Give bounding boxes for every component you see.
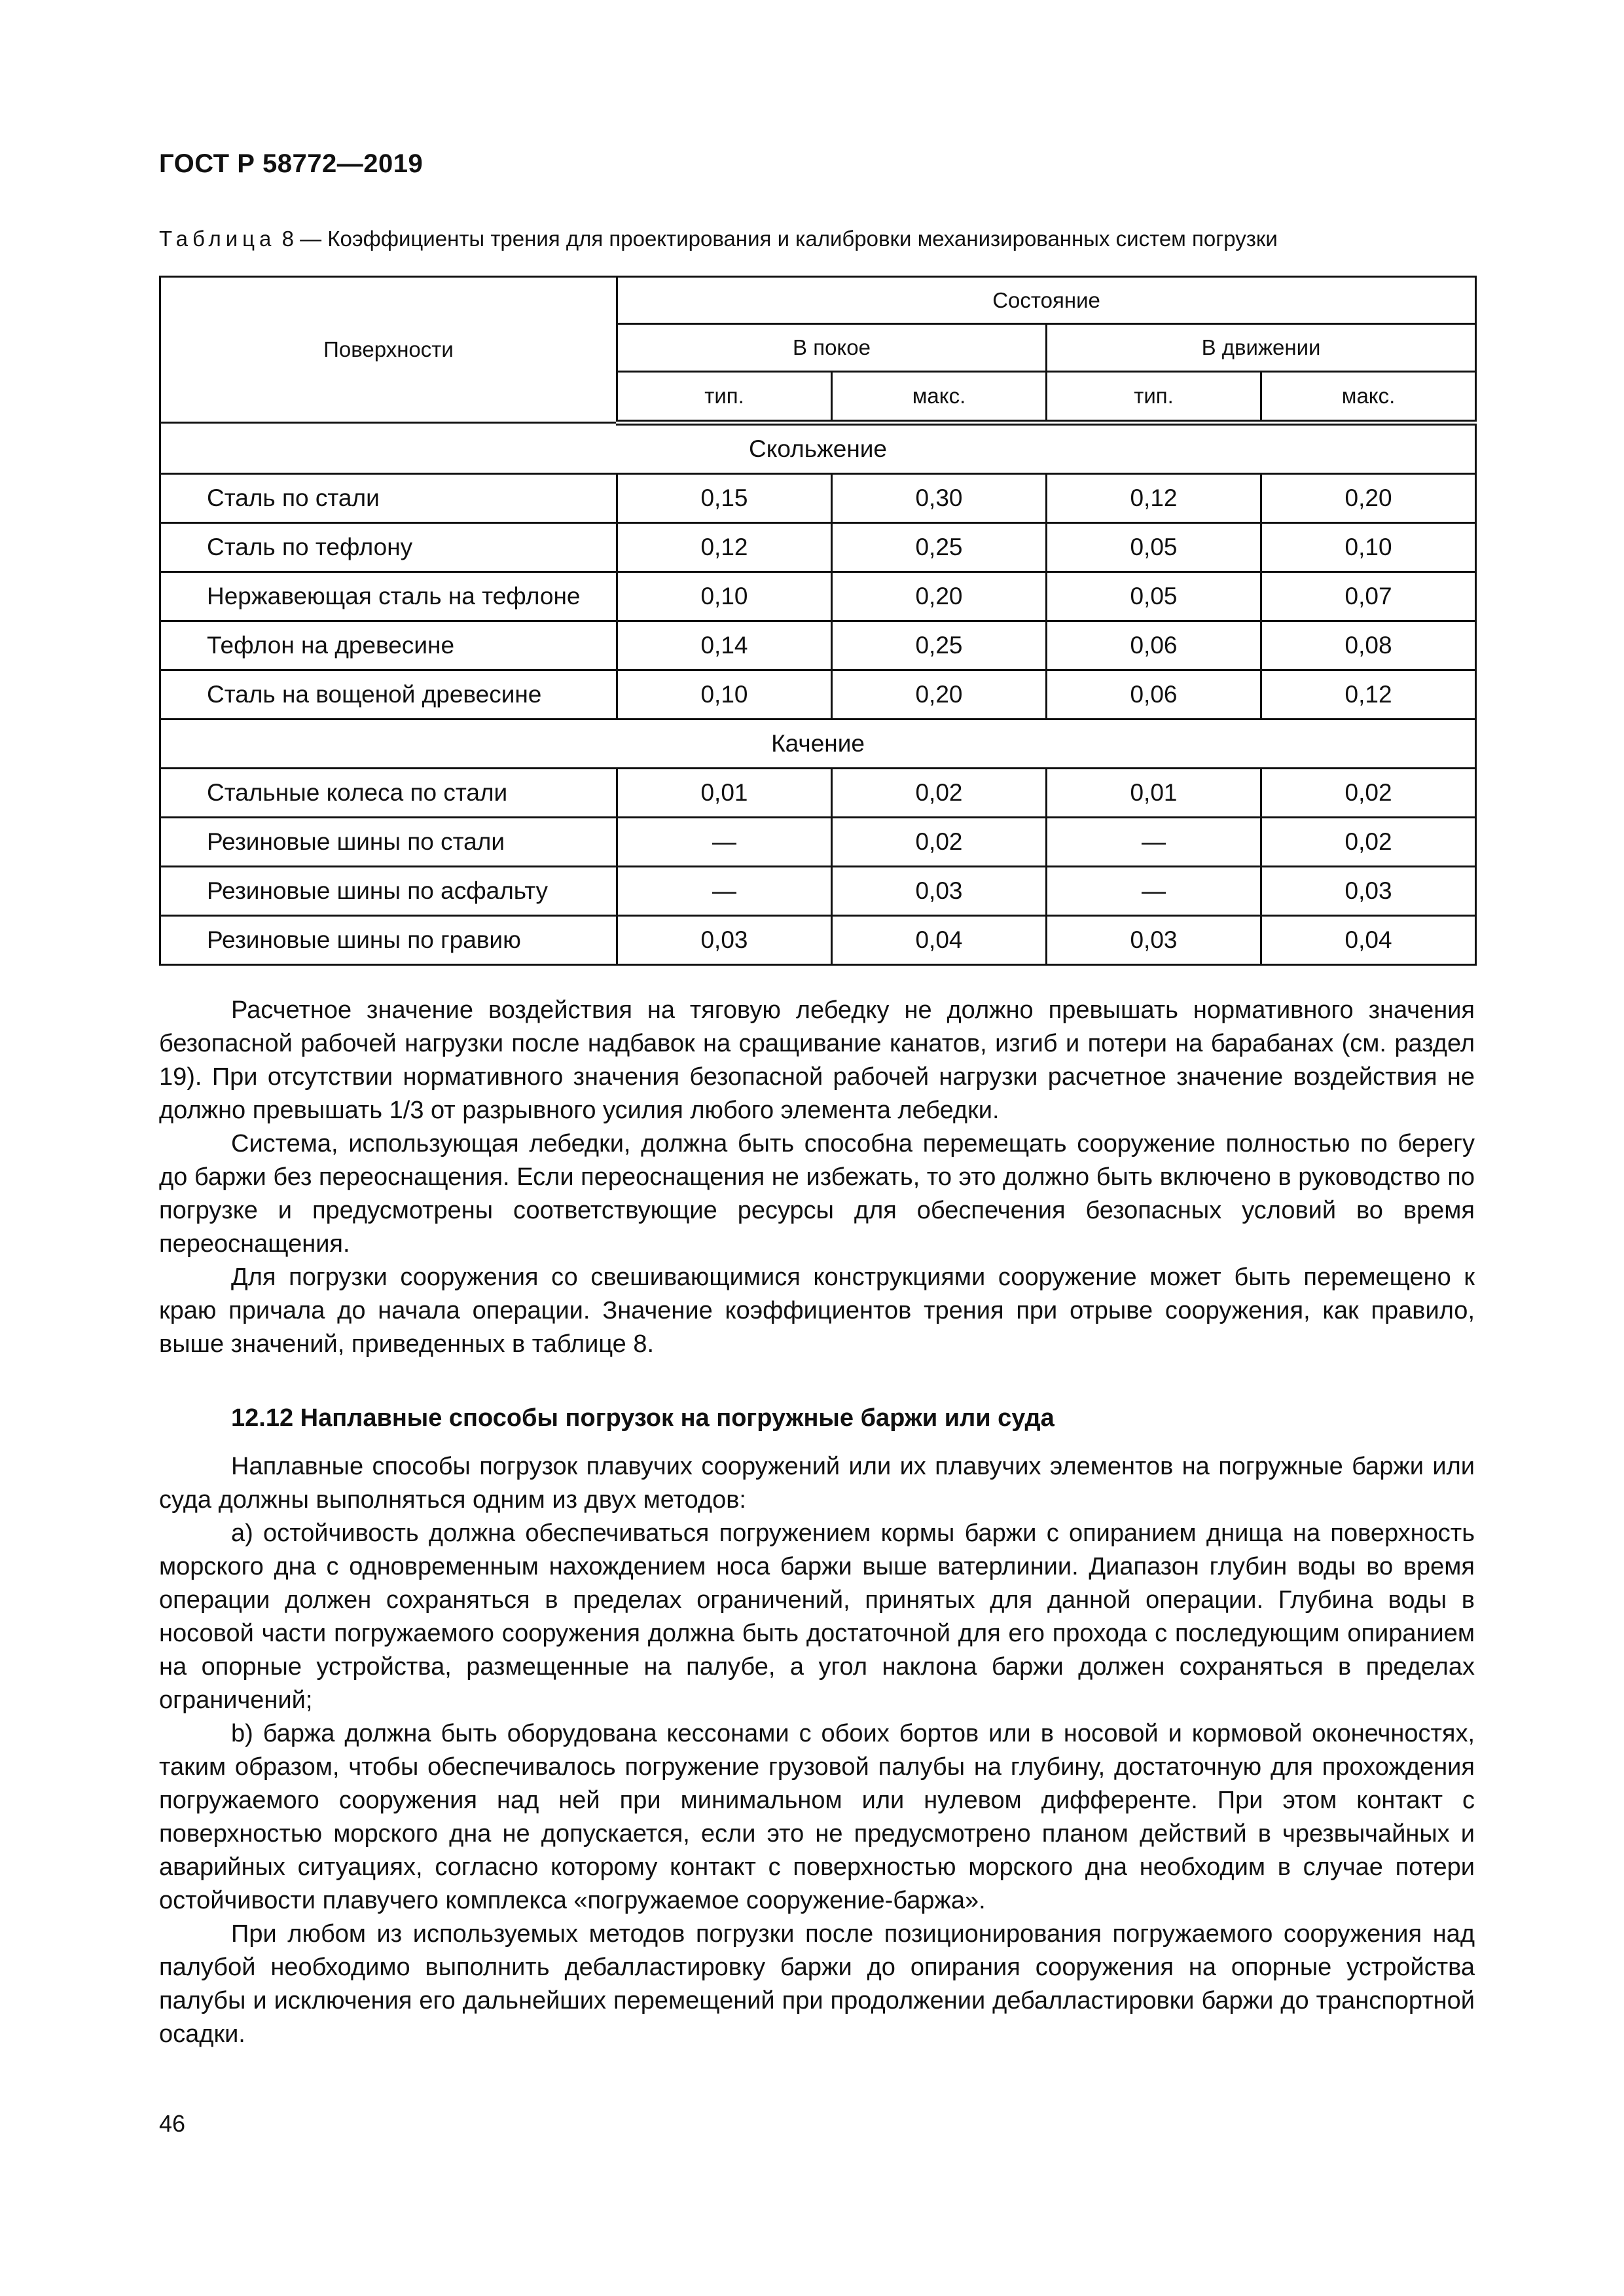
rest-max-cell: 0,02 [832, 769, 1047, 818]
section-body [159, 1450, 1475, 2051]
table-row [160, 916, 1476, 965]
move-typ-cell: 0,12 [1047, 474, 1261, 523]
move-max-cell: 0,12 [1261, 670, 1476, 720]
rest-max-cell: 0,20 [832, 572, 1047, 621]
rest-max-cell: 0,20 [832, 670, 1047, 720]
document-code: ГОСТ Р 58772—2019 [159, 149, 424, 178]
header-move-max: макс. [1261, 372, 1476, 423]
friction-table [159, 276, 1477, 966]
surface-name: Резиновые шины по асфальту [160, 867, 617, 916]
rest-typ-cell: 0,10 [617, 572, 832, 621]
header-rest-max: макс. [832, 372, 1047, 423]
move-max-cell: 0,03 [1261, 867, 1476, 916]
move-max-cell: 0,10 [1261, 523, 1476, 572]
move-typ-cell: 0,05 [1047, 523, 1261, 572]
rest-max-cell: 0,25 [832, 523, 1047, 572]
paragraph: Для погрузки сооружения со свешивающимися конструкциями сооружение может быть перемещено к краю причала до начала операции. Значение коэффициентов трения при отрыве сооружения, как правило, выше значений, приведенных в таблице 8. [159, 1264, 1475, 1358]
header-in-motion: В движении [1047, 324, 1476, 372]
group-title: Качение [160, 720, 1476, 769]
surface-name: Резиновые шины по гравию [160, 916, 617, 965]
section-heading: 12.12 Наплавные способы погрузок на погружные баржи или суда [231, 1404, 1055, 1432]
surface-name: Сталь на вощеной древесине [160, 670, 617, 720]
header-at-rest: В покое [617, 324, 1047, 372]
move-max-cell: 0,02 [1261, 769, 1476, 818]
rest-max-cell: 0,03 [832, 867, 1047, 916]
surface-name: Тефлон на древесине [160, 621, 617, 670]
rest-typ-cell: — [617, 867, 832, 916]
move-typ-cell: — [1047, 867, 1261, 916]
group-header-row [160, 720, 1476, 769]
surface-name: Сталь по тефлону [160, 523, 617, 572]
rest-typ-cell: 0,03 [617, 916, 832, 965]
table-row [160, 621, 1476, 670]
rest-typ-cell: 0,14 [617, 621, 832, 670]
header-rest-typ: тип. [617, 372, 832, 423]
rest-max-cell: 0,25 [832, 621, 1047, 670]
move-max-cell: 0,02 [1261, 818, 1476, 867]
surface-name: Резиновые шины по стали [160, 818, 617, 867]
page-number: 46 [159, 2110, 186, 2137]
move-typ-cell: 0,01 [1047, 769, 1261, 818]
table-row [160, 818, 1476, 867]
paragraph: Наплавные способы погрузок плавучих сооружений или их плавучих элементов на погружные баржи или суда должны выполняться одним из двух методов: [159, 1453, 1475, 1514]
table-caption [159, 227, 1278, 251]
rest-max-cell: 0,04 [832, 916, 1047, 965]
section-heading-block [159, 1402, 1475, 1435]
header-state: Состояние [617, 277, 1476, 324]
move-typ-cell: 0,06 [1047, 621, 1261, 670]
list-item-b: b) баржа должна быть оборудована кессонами с обоих бортов или в носовой и кормовой оконечностях, таким образом, чтобы обеспечивалось погружение грузовой палубы на глубину, достаточную для прохождения погружаемого сооружения над ней при минимальном или нулевом дифференте. При этом контакт с поверхностью морского дна не допускается, если это не предусмотрено планом действий в чрезвычайных и аварийных ситуациях, согласно которому контакт с поверхностью морского дна необходим в случае потери остойчивости плавучего комплекса «погружаемое сооружение-баржа». [159, 1720, 1475, 1914]
rest-max-cell: 0,30 [832, 474, 1047, 523]
table-row [160, 867, 1476, 916]
rest-max-cell: 0,02 [832, 818, 1047, 867]
group-header-row [160, 423, 1476, 474]
move-max-cell: 0,20 [1261, 474, 1476, 523]
rest-typ-cell: 0,15 [617, 474, 832, 523]
table-row [160, 769, 1476, 818]
move-max-cell: 0,07 [1261, 572, 1476, 621]
paragraph: Система, использующая лебедки, должна быть способна перемещать сооружение полностью по берегу до баржи без переоснащения. Если переоснащения не избежать, то это должно быть включено в руководство по погрузке и предусмотрены соответствующие ресурсы для обеспечения безопасных условий во время переоснащения. [159, 1130, 1475, 1258]
rest-typ-cell: — [617, 818, 832, 867]
group-title: Скольжение [160, 423, 1476, 474]
surface-name: Сталь по стали [160, 474, 617, 523]
rest-typ-cell: 0,12 [617, 523, 832, 572]
table-body [160, 423, 1476, 965]
move-typ-cell: 0,05 [1047, 572, 1261, 621]
table-row [160, 523, 1476, 572]
list-item-a: а) остойчивость должна обеспечиваться погружением кормы баржи с опиранием днища на поверхность морского дна с одновременным нахождением носа баржи выше ватерлинии. Диапазон глубин воды во время операции должен сохраняться в пределах ограничений, принятых для данной операции. Глубина воды в носовой части погружаемого сооружения должна быть достаточной для его прохода с последующим опиранием на опорные устройства, размещенные на палубе, а угол наклона баржи должен сохраняться в пределах ограничений; [159, 1520, 1475, 1714]
move-typ-cell: — [1047, 818, 1261, 867]
paragraph: Расчетное значение воздействия на тяговую лебедку не должно превышать нормативного значения безопасной рабочей нагрузки после надбавок на сращивание канатов, изгиб и потери на барабанах (см. раздел 19). При отсутствии нормативного значения безопасной рабочей нагрузки расчетное значение воздействия не должно превышать 1/3 от разрывного усилия любого элемента лебедки. [159, 996, 1475, 1124]
header-move-typ: тип. [1047, 372, 1261, 423]
surface-name: Стальные колеса по стали [160, 769, 617, 818]
table-caption-text: 8 — Коэффициенты трения для проектирования и калибровки механизированных систем погрузки [281, 227, 1278, 251]
move-typ-cell: 0,06 [1047, 670, 1261, 720]
paragraphs-after-table [159, 994, 1475, 1361]
paragraph: При любом из используемых методов погрузки после позиционирования погружаемого сооружения над палубой необходимо выполнить дебалластировку баржи до опирания сооружения на опорные устройства палубы и исключения его дальнейших перемещений при продолжении дебалластировки баржи до транспортной осадки. [159, 1920, 1475, 2048]
table-row [160, 572, 1476, 621]
move-max-cell: 0,08 [1261, 621, 1476, 670]
move-typ-cell: 0,03 [1047, 916, 1261, 965]
header-surfaces: Поверхности [160, 277, 617, 423]
table-caption-label: Таблица [159, 227, 276, 251]
rest-typ-cell: 0,01 [617, 769, 832, 818]
surface-name: Нержавеющая сталь на тефлоне [160, 572, 617, 621]
table-row [160, 474, 1476, 523]
rest-typ-cell: 0,10 [617, 670, 832, 720]
move-max-cell: 0,04 [1261, 916, 1476, 965]
table-row [160, 670, 1476, 720]
